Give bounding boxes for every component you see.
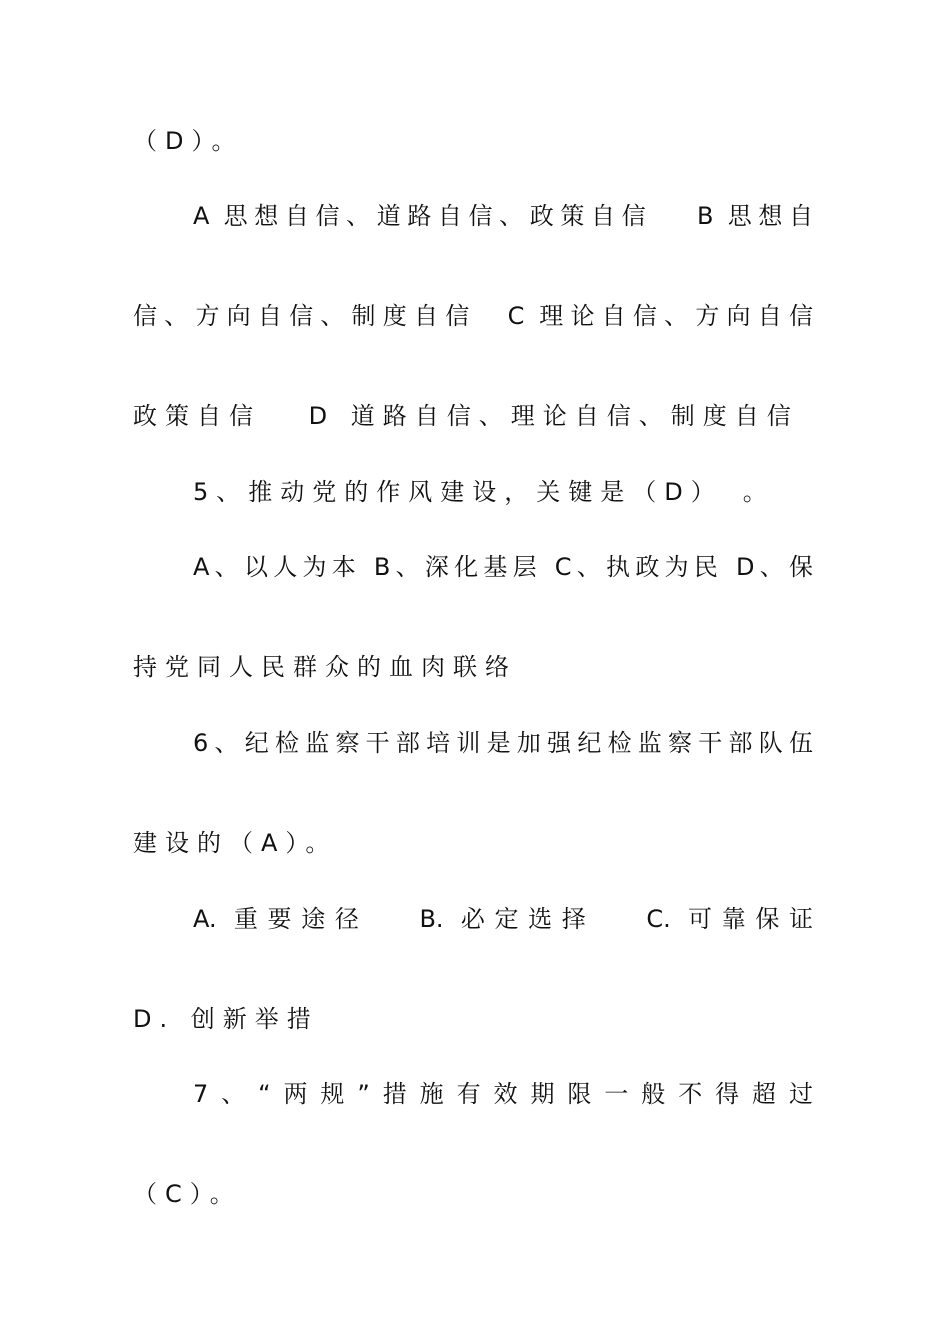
question-6-stem-line-2: 建设的（A）。 [133, 829, 338, 857]
question-4-options-line-1: A 思想自信、道路自信、政策自信 B 思想自 [193, 202, 813, 230]
question-6-stem-line-1: 6、纪检监察干部培训是加强纪检监察干部队伍 [193, 729, 813, 757]
question-5-stem: 5、推动党的作风建设，关键是（D） 。 [193, 478, 775, 506]
question-7-stem-line-2: （C）。 [133, 1180, 242, 1208]
question-7-stem-line-1: 7、“两规”措施有效期限一般不得超过 [193, 1080, 813, 1108]
question-5-options-line-1: A、以人为本 B、深化基层 C、执政为民 D、保 [193, 553, 813, 581]
question-4-options-line-2: 信、方向自信、制度自信 C 理论自信、方向自信 [133, 302, 813, 330]
question-5-options-line-2: 持党同人民群众的血肉联络 [133, 653, 517, 681]
question-6-options-line-2: D. 创新举措 [133, 1005, 319, 1033]
question-4-options-line-3: 政策自信 D 道路自信、理论自信、制度自信 [133, 402, 799, 430]
question-6-options-line-1: A. 重要途径 B. 必定选择 C. 可靠保证 [193, 905, 813, 933]
question-4-answer-line: （D）。 [133, 127, 244, 155]
